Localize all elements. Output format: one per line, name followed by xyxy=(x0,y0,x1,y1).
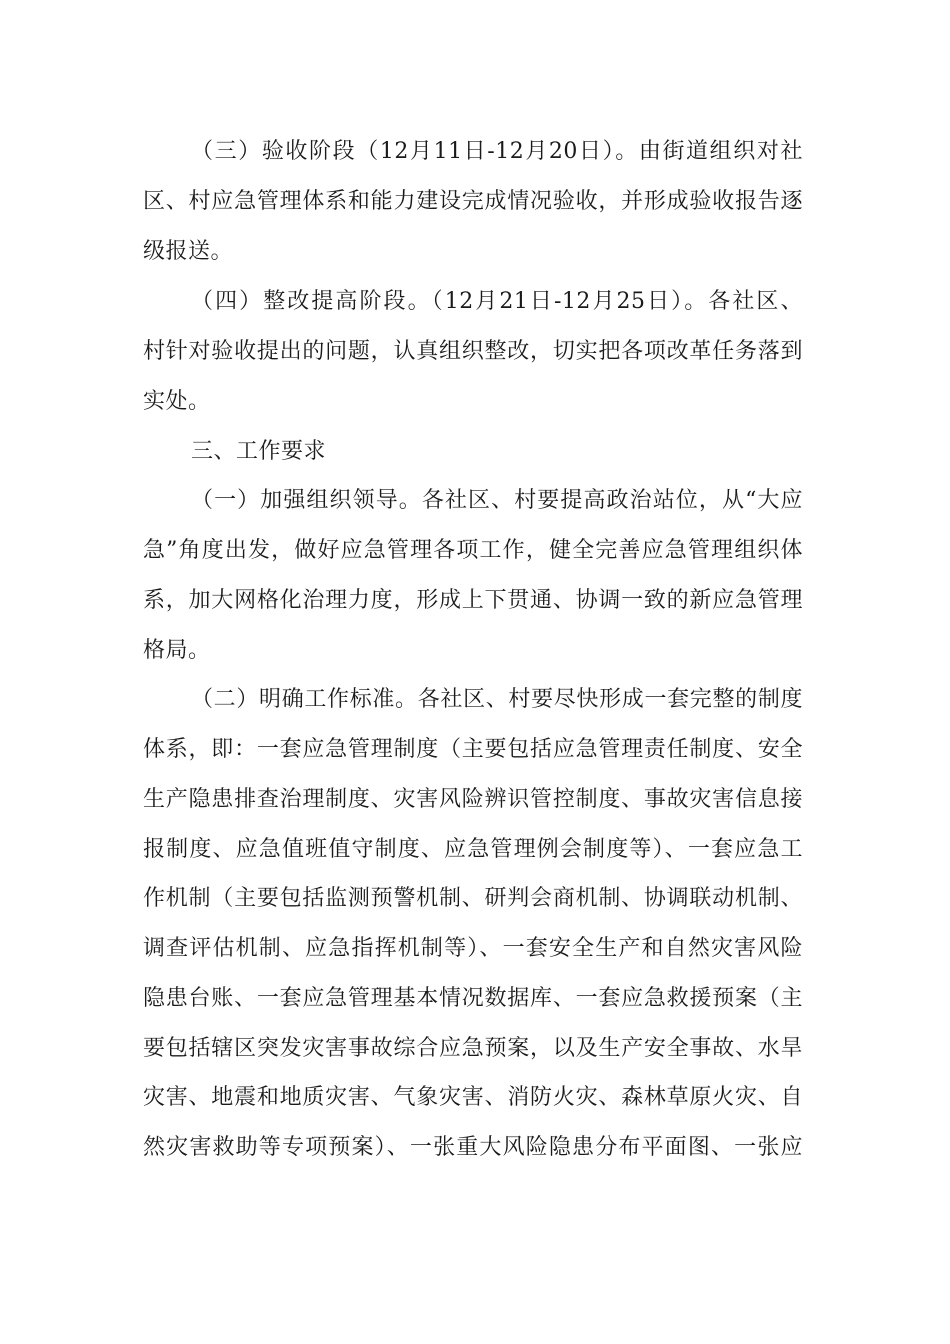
paragraph-line: 区、村应急管理体系和能力建设完成情况验收，并形成验收报告逐 xyxy=(143,189,803,214)
paragraph-line: 村针对验收提出的问题，认真组织整改，切实把各项改革任务落到 xyxy=(143,339,803,364)
paragraph-line: 生产隐患排查治理制度、灾害风险辨识管控制度、事故灾害信息接 xyxy=(143,787,803,812)
paragraph-line: 隐患台账、一套应急管理基本情况数据库、一套应急救援预案（主 xyxy=(143,986,803,1011)
section-heading: 三、工作要求 xyxy=(191,439,327,464)
paragraph-line: （二）明确工作标准。各社区、村要尽快形成一套完整的制度 xyxy=(191,687,803,712)
paragraph-line: 级报送。 xyxy=(143,239,234,264)
paragraph-line: 要包括辖区突发灾害事故综合应急预案，以及生产安全事故、水旱 xyxy=(143,1036,803,1061)
paragraph-line: （四）整改提高阶段。（12月21日-12月25日）。各社区、 xyxy=(191,289,803,314)
paragraph-line: 然灾害救助等专项预案）、一张重大风险隐患分布平面图、一张应 xyxy=(143,1135,803,1160)
paragraph-line: 作机制（主要包括监测预警机制、研判会商机制、协调联动机制、 xyxy=(143,886,803,911)
paragraph-line: 报制度、应急值班值守制度、应急管理例会制度等）、一套应急工 xyxy=(143,837,803,862)
paragraph-line: 体系，即：一套应急管理制度（主要包括应急管理责任制度、安全 xyxy=(143,737,803,762)
paragraph-line: 系，加大网格化治理力度，形成上下贯通、协调一致的新应急管理 xyxy=(143,588,803,613)
paragraph-line: 格局。 xyxy=(143,638,211,663)
paragraph-line: 灾害、地震和地质灾害、气象灾害、消防火灾、森林草原火灾、自 xyxy=(143,1085,803,1110)
paragraph-line: （三）验收阶段（12月11日-12月20日）。由街道组织对社 xyxy=(191,139,803,164)
paragraph-line: 急”角度出发，做好应急管理各项工作，健全完善应急管理组织体 xyxy=(143,538,803,563)
paragraph-line: 实处。 xyxy=(143,389,211,414)
paragraph-line: 调查评估机制、应急指挥机制等）、一套安全生产和自然灾害风险 xyxy=(143,936,803,961)
paragraph-line: （一）加强组织领导。各社区、村要提高政治站位，从“大应 xyxy=(191,488,803,513)
